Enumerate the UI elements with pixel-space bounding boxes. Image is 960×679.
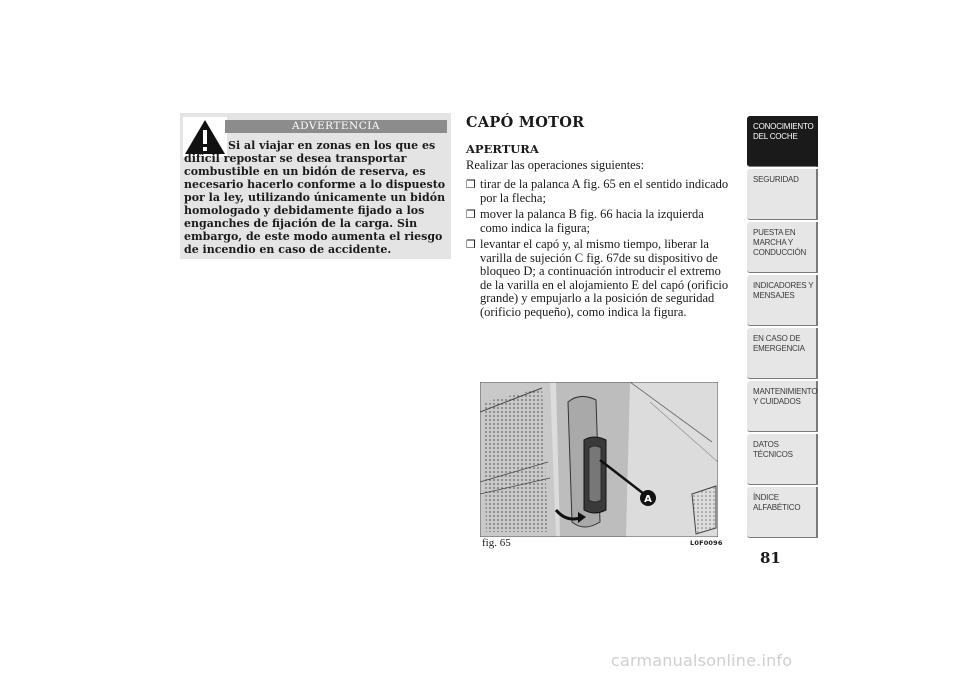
steps-list — [466, 178, 730, 322]
step-text: levantar el capó y, al mismo tiempo, liberar la varilla de sujeción C fig. 67de su dispositivo de bloqueo D; a continuación introducir el extremo de la varilla en el alojamiento E del capó (orificio grande) y empujarlo a la posición de seguridad (orificio pequeño), como indica la figura. — [480, 237, 729, 319]
step-text: mover la palanca B fig. 66 hacia la izquierda como indica la figura; — [480, 207, 704, 235]
hood-release-illustration — [480, 382, 718, 537]
step-item — [466, 178, 730, 205]
chapter-tabs — [747, 116, 818, 540]
step-text: tirar de la palanca A fig. 65 en el sentido indicado por la flecha; — [480, 177, 729, 205]
warning-header: ADVERTENCIA — [225, 120, 447, 133]
step-item — [466, 238, 730, 319]
page-number: 81 — [760, 549, 781, 567]
checkbox-bullet-icon: ❒ — [466, 178, 476, 191]
figure-callout-label: A — [644, 494, 652, 505]
footer-watermark: carmanualsonline.info — [611, 651, 793, 670]
tab-datos-tecnicos[interactable]: DATOS TÉCNICOS — [747, 434, 818, 485]
tab-indice-alfabetico[interactable]: ÍNDICE ALFABÉTICO — [747, 487, 818, 538]
figure-hood-release — [480, 382, 718, 537]
tab-indicadores-y-mensajes[interactable]: INDICADORES Y MENSAJES — [747, 275, 818, 326]
intro-text: Realizar las operaciones siguientes: — [466, 158, 645, 172]
tab-conocimiento-del-coche[interactable]: CONOCIMIENTO DEL COCHE — [747, 116, 818, 167]
warning-text: Si al viajar en zonas en los que es difícil repostar se desea transportar combustible en un bidón de reserva, es necesario hacerlo conforme a lo dispuesto por la ley, utilizando únicamente un bidón homologado y debidamente fijado a los enganches de fijación de la carga. Sin embargo, de este modo aumenta el riesgo de incendio en caso de accidente. — [184, 139, 446, 256]
tab-en-caso-de-emergencia[interactable]: EN CASO DE EMERGENCIA — [747, 328, 818, 379]
section-title: CAPÓ MOTOR — [466, 114, 585, 131]
figure-code: L0F0096 — [690, 539, 723, 547]
step-item — [466, 208, 730, 235]
tab-puesta-en-marcha[interactable]: PUESTA EN MARCHA Y CONDUCCIÓN — [747, 222, 818, 273]
warning-box — [180, 113, 451, 259]
checkbox-bullet-icon: ❒ — [466, 208, 476, 221]
tab-mantenimiento[interactable]: MANTENIMIENTO Y CUIDADOS — [747, 381, 818, 432]
checkbox-bullet-icon: ❒ — [466, 238, 476, 251]
subsection-title: APERTURA — [466, 142, 539, 156]
figure-caption: fig. 65 — [482, 537, 511, 549]
tab-seguridad[interactable]: SEGURIDAD — [747, 169, 818, 220]
